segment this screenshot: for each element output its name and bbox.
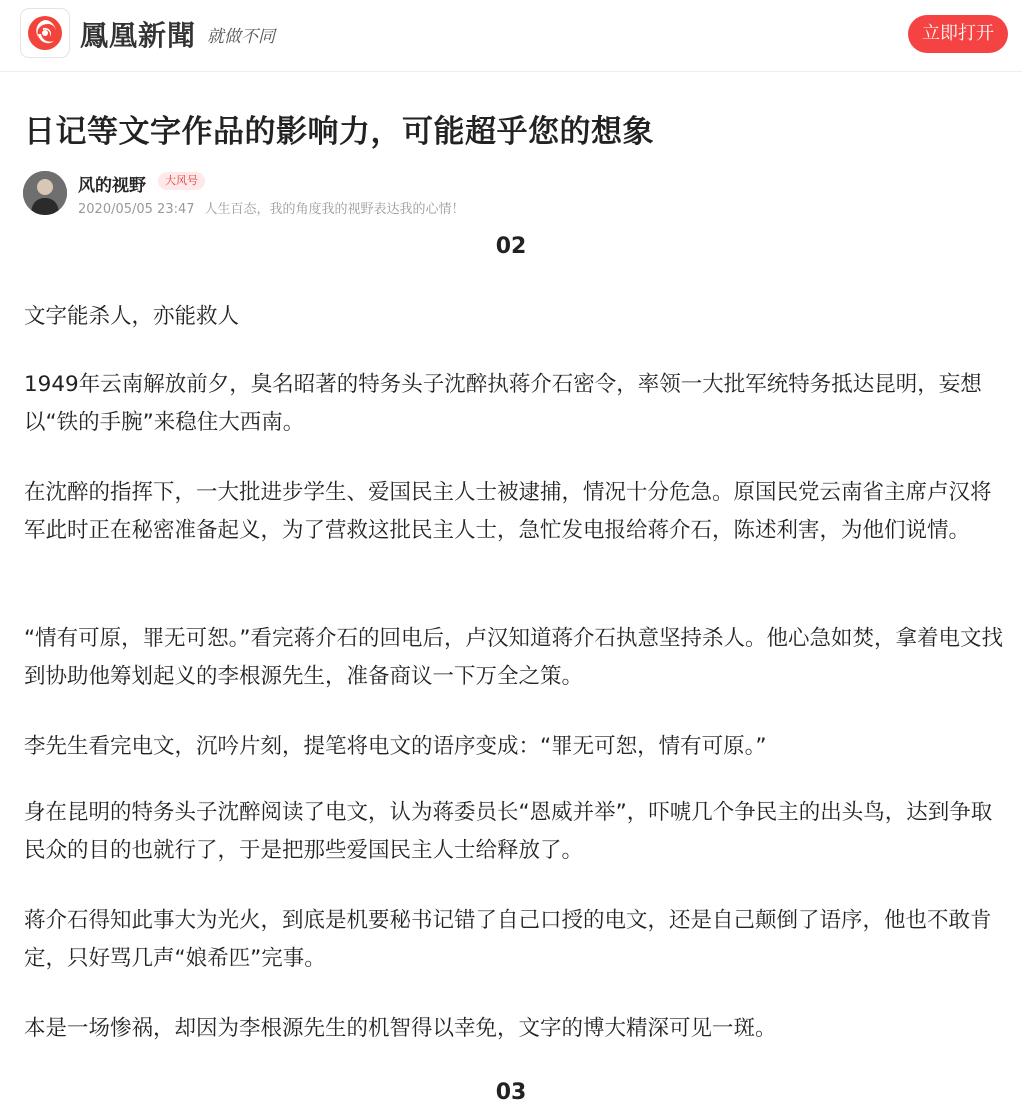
author-name[interactable]: 风的视野 — [78, 176, 146, 196]
author-avatar[interactable] — [23, 171, 67, 215]
section-number: 02 — [495, 234, 527, 259]
paragraph: 身在昆明的特务头子沈醉阅读了电文，认为蒋委员长“恩威并举”，吓唬几个争民主的出头鸟，达到争取民众的目的也就行了，于是把那些爱国民主人士给释放了。 — [24, 800, 993, 863]
paragraph: 1949年云南解放前夕，臭名昭著的特务头子沈醉执蒋介石密令，率领一大批军统特务抵达昆明，妄想以“铁的手腕”来稳住大西南。 — [24, 372, 982, 435]
paragraph: 李先生看完电文，沉吟片刻，提笔将电文的语序变成：“罪无可恕，情有可原。” — [24, 734, 767, 759]
brand-slogan: 就做不同 — [207, 27, 275, 47]
paragraph: 本是一场惨祸，却因为李根源先生的机智得以幸免，文字的博大精深可见一斑。 — [24, 1016, 777, 1041]
article-meta — [78, 198, 465, 217]
paragraph: 在沈醉的指挥下，一大批进步学生、爱国民主人士被逮捕，情况十分危急。原国民党云南省主席卢汉将军此时正在秘密准备起义，为了营救这批民主人士，急忙发电报给蒋介石，陈述利害，为他们说情。 — [24, 480, 992, 543]
author-signature: 人生百态，我的角度我的视野表达我的心情！ — [204, 202, 465, 217]
section-number: 03 — [495, 1080, 527, 1105]
paragraph: 文字能杀人，亦能救人 — [24, 304, 240, 329]
paragraph: “情有可原，罪无可恕。”看完蒋介石的回电后，卢汉知道蒋介石执意坚持杀人。他心急如焚，拿着电文找到协助他筹划起义的李根源先生，准备商议一下万全之策。 — [24, 626, 1004, 689]
publish-date: 2020/05/05 23:47 — [78, 202, 195, 217]
open-app-button[interactable]: 立即打开 — [908, 15, 1008, 53]
brand-name: 鳳凰新聞 — [80, 19, 197, 52]
author-badge: 大风号 — [158, 172, 205, 190]
article-title: 日记等文字作品的影响力，可能超乎您的想象 — [24, 114, 654, 150]
top-bar — [0, 0, 1022, 72]
paragraph: 蒋介石得知此事大为光火，到底是机要秘书记错了自己口授的电文，还是自己颠倒了语序，他也不敢肯定，只好骂几声“娘希匹”完事。 — [24, 908, 992, 971]
phoenix-logo-icon[interactable] — [20, 8, 70, 58]
